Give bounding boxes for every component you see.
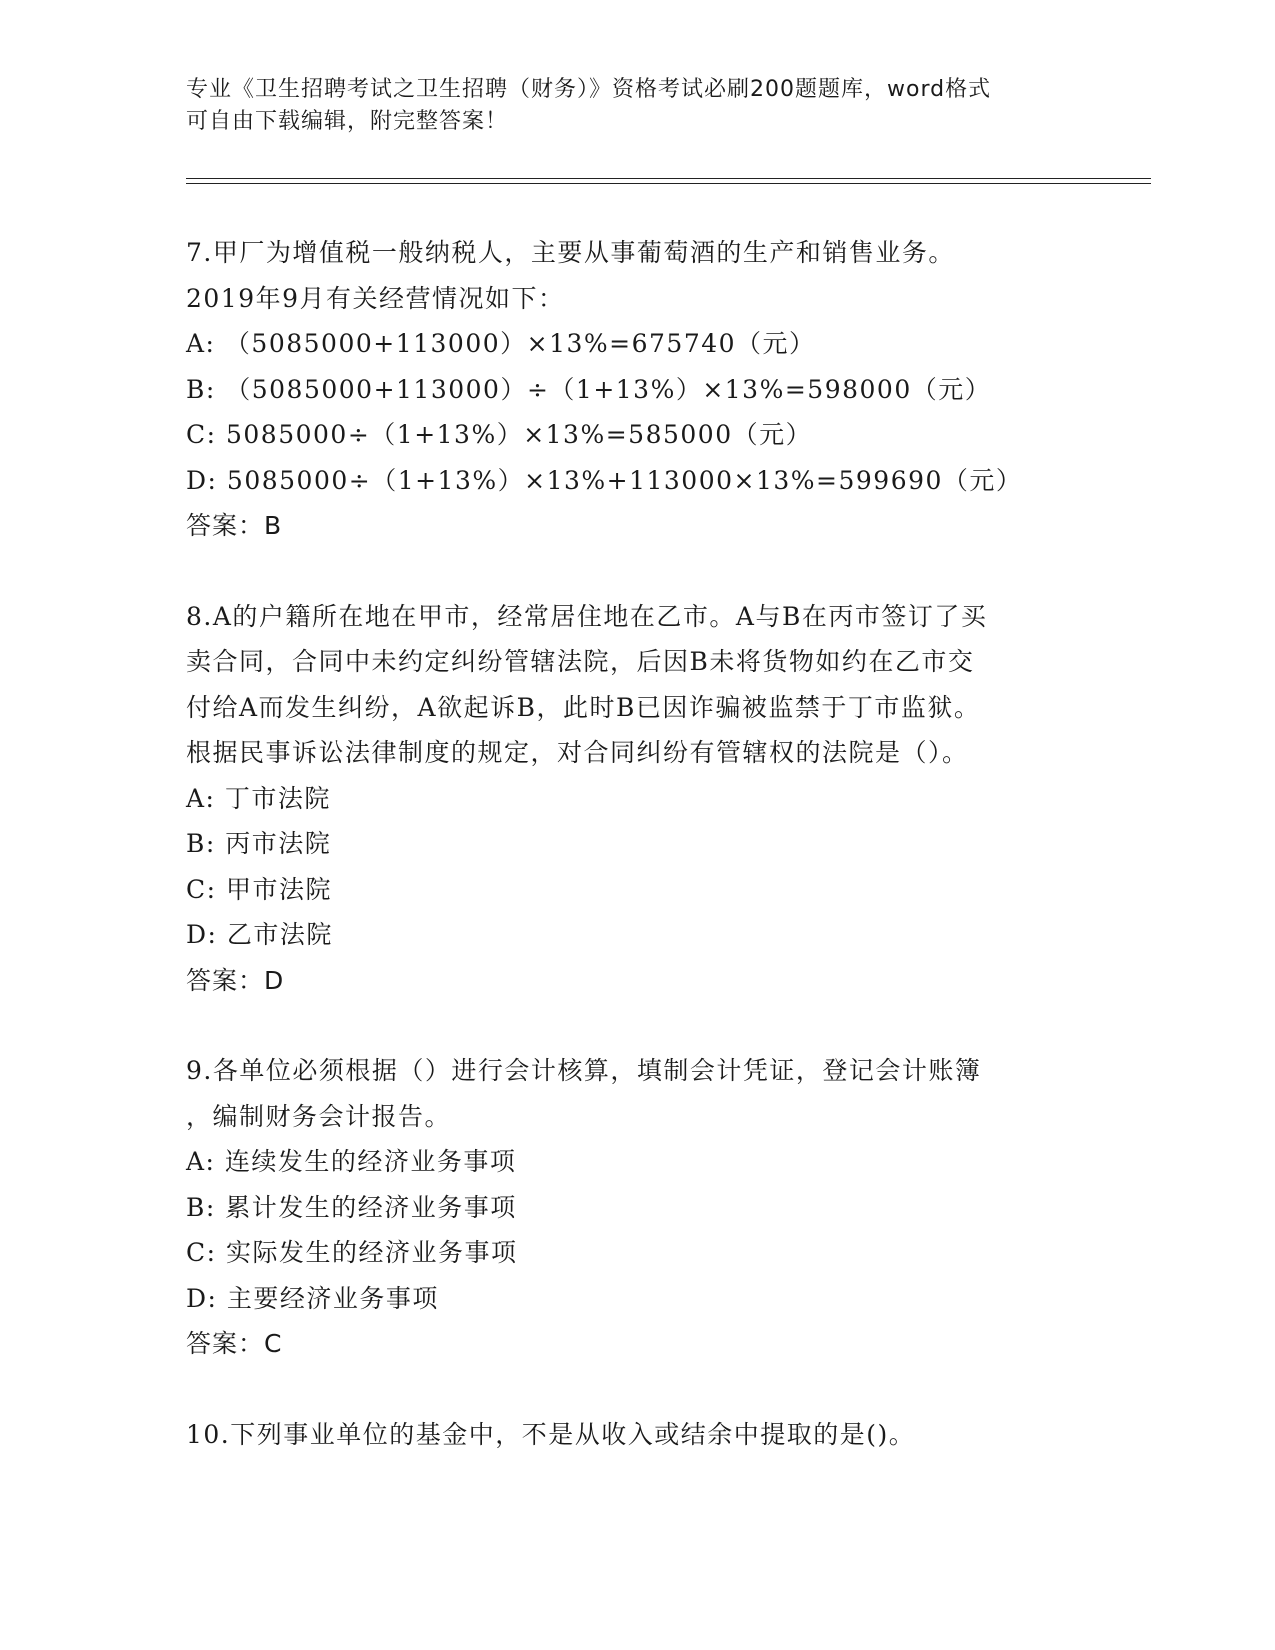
answer-label: 答案：C — [186, 1329, 283, 1358]
question-stem-line: 付给A而发生纠纷，A欲起诉B，此时B已因诈骗被监禁于丁市监狱。 — [186, 692, 981, 722]
question-list — [186, 230, 1106, 1457]
option-a: A: 连续发生的经济业务事项 — [186, 1147, 517, 1176]
header-line-2: 可自由下载编辑，附完整答案！ — [186, 109, 509, 134]
question-spacer — [186, 1003, 1106, 1048]
question-stem-line: 9.各单位必须根据（）进行会计核算，填制会计凭证，登记会计账簿 — [186, 1056, 982, 1085]
question-stem-line: 2019年9月有关经营情况如下： — [186, 283, 565, 313]
question-10 — [186, 1412, 1106, 1458]
answer-label: 答案：B — [186, 511, 283, 540]
question-7 — [186, 230, 1106, 549]
question-stem-line: 7.甲厂为增值税一般纳税人，主要从事葡萄酒的生产和销售业务。 — [186, 238, 955, 267]
header-line-1: 专业《卫生招聘考试之卫生招聘（财务）》资格考试必刷200题题库，word格式 — [186, 77, 992, 102]
header-divider-top — [186, 178, 1151, 179]
question-stem-line: 10.下列事业单位的基金中，不是从收入或结余中提取的是()。 — [186, 1419, 916, 1449]
option-d: D: 5085000÷（1+13%）×13%+113000×13%=599690（元） — [186, 465, 1023, 495]
question-stem-line: ，编制财务会计报告。 — [186, 1101, 452, 1131]
option-b: B: 丙市法院 — [186, 829, 332, 858]
option-b: B: 累计发生的经济业务事项 — [186, 1192, 517, 1222]
question-stem-line: 卖合同，合同中未约定纠纷管辖法院，后因B未将货物如约在乙市交 — [186, 647, 975, 676]
option-c: C: 甲市法院 — [186, 874, 332, 904]
option-a: A: 丁市法院 — [186, 783, 331, 813]
option-b: B: （5085000+113000）÷（1+13%）×13%=598000（元） — [186, 374, 992, 404]
question-9 — [186, 1048, 1106, 1367]
document-header — [186, 74, 1086, 138]
question-spacer — [186, 549, 1106, 594]
answer-label: 答案：D — [186, 965, 285, 995]
header-divider-bottom — [186, 183, 1151, 184]
option-c: C: 5085000÷（1+13%）×13%=585000（元） — [186, 420, 813, 449]
option-a: A: （5085000+113000）×13%=675740（元） — [186, 329, 816, 358]
question-stem-line: 根据民事诉讼法律制度的规定，对合同纠纷有管辖权的法院是（）。 — [186, 738, 969, 767]
question-stem-line: 8.A的户籍所在地在甲市，经常居住地在乙市。A与B在丙市签订了买 — [186, 601, 988, 631]
question-spacer — [186, 1367, 1106, 1412]
option-c: C: 实际发生的经济业务事项 — [186, 1238, 518, 1267]
question-8 — [186, 594, 1106, 1004]
option-d: D: 乙市法院 — [186, 920, 333, 949]
option-d: D: 主要经济业务事项 — [186, 1283, 439, 1313]
